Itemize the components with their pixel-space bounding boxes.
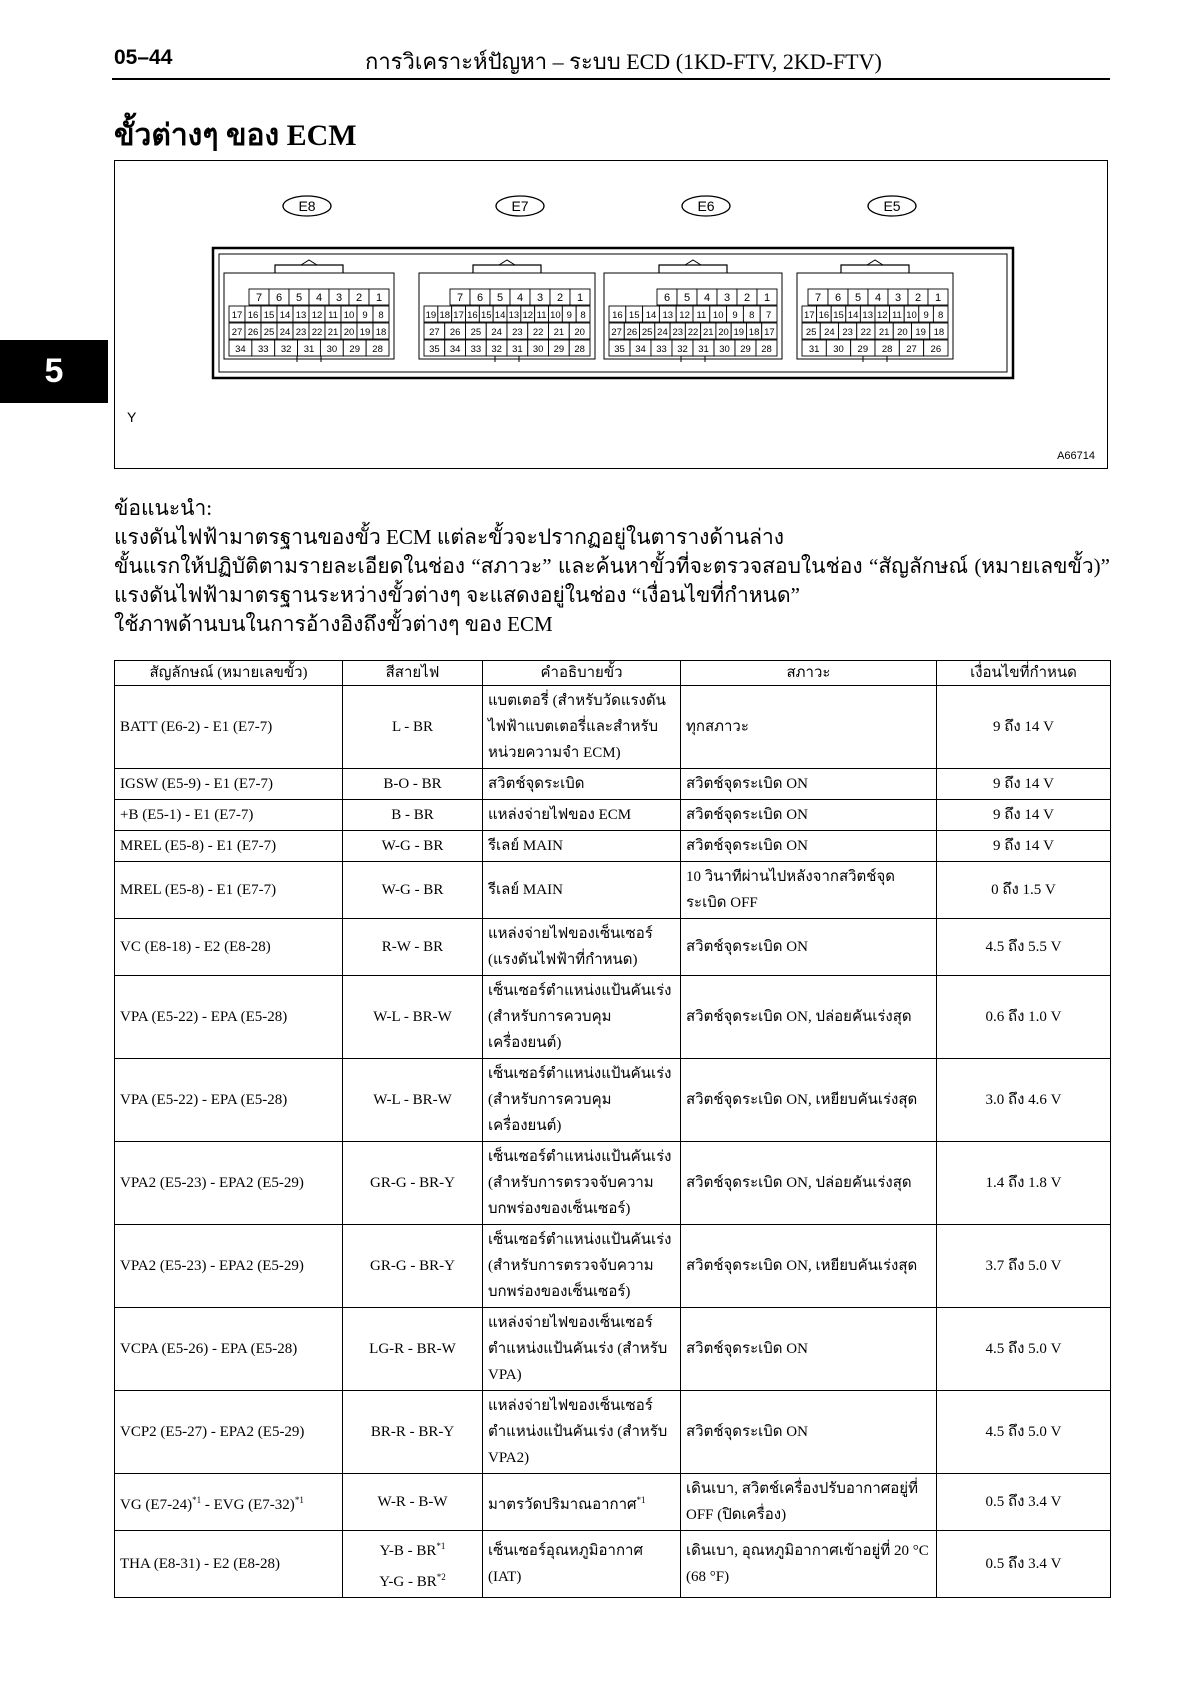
cell-condition: เดินเบา, อุณหภูมิอากาศเข้าอยู่ที่ 20 °C (68 °F) — [681, 1531, 937, 1598]
notes-block — [114, 494, 1110, 639]
pin-number: 3 — [536, 292, 544, 304]
connector-latch — [473, 265, 541, 273]
cell-spec: 4.5 ถึง 5.5 V — [937, 919, 1111, 976]
pin-number: 20 — [897, 327, 908, 338]
pin-number: 2 — [355, 292, 363, 304]
pin-number: 33 — [470, 344, 482, 355]
section-tab: 5 — [0, 340, 108, 403]
notes-word: และค้นหาขั้วที่จะตรวจสอบในช่อง — [557, 554, 863, 578]
pin-number: 14 — [847, 310, 859, 321]
pin-number: 18 — [748, 327, 760, 338]
table-row-tha — [115, 1531, 1111, 1598]
cell-condition: เดินเบา, สวิตช์เครื่องปรับอากาศอยู่ที่ OFF (ปิดเครื่อง) — [681, 1474, 937, 1531]
pin-number: 1 — [576, 292, 584, 304]
pin-number: 17 — [231, 310, 243, 321]
footnote-mark: *1 — [436, 1541, 446, 1551]
pin-number: 24 — [491, 327, 502, 338]
pin-number: 27 — [429, 327, 440, 338]
cell-cond: สวิตช์จุดระเบิด ON, ปล่อยคันเร่งสุด — [681, 976, 937, 1059]
footnote-mark: *1 — [294, 1494, 304, 1505]
pin-number: 16 — [612, 310, 623, 321]
notes-word: (หมายเลขขั้ว)” — [974, 554, 1110, 578]
pin-number: 7 — [765, 310, 772, 321]
cell-spec: 4.5 ถึง 5.0 V — [937, 1391, 1111, 1474]
cell-cond: สวิตช์จุดระเบิด ON — [681, 831, 937, 862]
pin-number: 15 — [628, 310, 640, 321]
pin-number: 23 — [295, 327, 307, 338]
table-row — [115, 831, 1111, 862]
table-row — [115, 976, 1111, 1059]
cell-desc: แหล่งจ่ายไฟของเซ็นเซอร์ตำแหน่งแป้นคันเร่ง (สำหรับ VPA2) — [483, 1391, 681, 1474]
cell-desc: เซ็นเซอร์ตำแหน่งแป้นคันเร่ง (สำหรับการควบคุมเครื่องยนต์) — [483, 1059, 681, 1142]
pin-number: 10 — [550, 310, 561, 321]
wire-line — [348, 1564, 477, 1595]
cell-desc: แหล่งจ่ายไฟของเซ็นเซอร์ตำแหน่งแป้นคันเร่ง (สำหรับ VPA) — [483, 1308, 681, 1391]
cell-desc — [483, 1474, 681, 1531]
pin-number: 15 — [833, 310, 844, 321]
cell-wire: B - BR — [343, 800, 483, 831]
pin-number: 15 — [263, 310, 275, 321]
cell-wire: W-G - BR — [343, 862, 483, 919]
pin-number: 19 — [359, 327, 371, 338]
cell-spec: 1.4 ถึง 1.8 V — [937, 1142, 1111, 1225]
cell-spec: 0.5 ถึง 3.4 V — [937, 1474, 1111, 1531]
pin-number: 29 — [857, 344, 869, 355]
pin-number: 12 — [311, 310, 323, 321]
wire-text: Y-B - BR — [379, 1543, 437, 1559]
cell-symbol: VPA2 (E5-23) - EPA2 (E5-29) — [115, 1225, 343, 1308]
pin-number: 8 — [580, 310, 586, 321]
pin-number: 27 — [611, 327, 622, 338]
cell-desc: แหล่งจ่ายไฟของ ECM — [483, 800, 681, 831]
cell-desc: เซ็นเซอร์ตำแหน่งแป้นคันเร่ง (สำหรับการตรวจจับความบกพร่องของเซ็นเซอร์) — [483, 1142, 681, 1225]
cell-spec: 9 ถึง 14 V — [937, 769, 1111, 800]
cell-cond: สวิตช์จุดระเบิด ON — [681, 919, 937, 976]
symbol-text: - EVG (E7-32) — [201, 1496, 295, 1513]
pin-number: 3 — [335, 292, 343, 304]
cell-desc: แบตเตอรี่ (สำหรับวัดแรงดันไฟฟ้าแบตเตอรี่และสำหรับหน่วยความจำ ECM) — [483, 686, 681, 769]
pin-number: 22 — [860, 327, 872, 338]
notes-heading: ข้อแนะนำ: — [114, 496, 213, 520]
cell-spec: 0 ถึง 1.5 V — [937, 862, 1111, 919]
pin-number: 35 — [614, 344, 625, 355]
table-row — [115, 686, 1111, 769]
cell-wire: GR-G - BR-Y — [343, 1142, 483, 1225]
pin-number: 16 — [818, 310, 830, 321]
connector-latch — [275, 265, 343, 273]
notes-line: แรงดันไฟฟ้ามาตรฐานระหว่างขั้วต่างๆ จะแสดงอยู่ในช่อง “เงื่อนไขที่กำหนด” — [114, 583, 800, 607]
pin-number: 34 — [235, 344, 246, 355]
pin-number: 31 — [698, 344, 709, 355]
cell-symbol: +B (E5-1) - E1 (E7-7) — [115, 800, 343, 831]
table-row — [115, 1391, 1111, 1474]
cell-symbol: VC (E8-18) - E2 (E8-28) — [115, 919, 343, 976]
cell-symbol: VPA (E5-22) - EPA (E5-28) — [115, 1059, 343, 1142]
table-header-row — [115, 661, 1111, 686]
cell-wire: W-L - BR-W — [343, 976, 483, 1059]
pin-number: 20 — [718, 327, 729, 338]
pin-number: 30 — [532, 344, 544, 355]
header-description: คำอธิบายขั้ว — [483, 661, 681, 686]
cell-desc: สวิตช์จุดระเบิด — [483, 769, 681, 800]
connector-label: E6 — [697, 198, 715, 214]
pin-number: 13 — [662, 310, 674, 321]
pin-number: 29 — [553, 344, 565, 355]
pin-number: 30 — [833, 344, 844, 355]
pin-number: 30 — [326, 344, 338, 355]
pin-number: 34 — [449, 344, 461, 355]
table-row — [115, 1308, 1111, 1391]
pin-number: 5 — [295, 292, 303, 304]
pin-number: 22 — [687, 327, 699, 338]
cell-symbol: MREL (E5-8) - E1 (E7-7) — [115, 862, 343, 919]
cell-cond: สวิตช์จุดระเบิด ON — [681, 1308, 937, 1391]
cell-cond: 10 วินาทีผ่านไปหลังจากสวิตช์จุดระเบิด OFF — [681, 862, 937, 919]
pin-number: 11 — [891, 310, 902, 321]
cell-desc: เซ็นเซอร์อุณหภูมิอากาศ (IAT) — [483, 1531, 681, 1598]
pin-number: 31 — [512, 344, 523, 355]
desc-text: มาตรวัดปริมาณอากาศ — [488, 1496, 637, 1513]
cell-spec: 9 ถึง 14 V — [937, 831, 1111, 862]
page-header-title: การวิเคราะห์ปัญหา – ระบบ ECD (1KD-FTV, 2KD-FTV) — [365, 49, 882, 74]
pin-number: 35 — [429, 344, 440, 355]
pin-number: 20 — [343, 327, 355, 338]
pin-number: 8 — [938, 310, 944, 321]
pin-number: 5 — [683, 292, 691, 304]
connector-e6 — [604, 196, 782, 362]
pin-number: 7 — [456, 292, 464, 304]
pin-number: 4 — [315, 292, 323, 304]
pin-number: 9 — [362, 310, 368, 321]
pin-number: 7 — [814, 292, 822, 304]
pin-number: 20 — [574, 327, 585, 338]
header-condition: สภาวะ — [681, 661, 937, 686]
cell-cond: สวิตช์จุดระเบิด ON, เหยียบคันเร่งสุด — [681, 1225, 937, 1308]
pin-number: 11 — [536, 310, 547, 321]
cell-symbol: VCPA (E5-26) - EPA (E5-28) — [115, 1308, 343, 1391]
pin-number: 23 — [672, 327, 684, 338]
pin-number: 25 — [470, 327, 482, 338]
connector-e7 — [419, 196, 595, 362]
pin-number: 7 — [255, 292, 263, 304]
pin-number: 16 — [467, 310, 478, 321]
pin-number: 19 — [425, 310, 437, 321]
pin-number: 2 — [914, 292, 922, 304]
pin-number: 11 — [696, 310, 707, 321]
cell-spec: 3.0 ถึง 4.6 V — [937, 1059, 1111, 1142]
pin-number: 12 — [877, 310, 888, 321]
cell-symbol: THA (E8-31) - E2 (E8-28) — [115, 1531, 343, 1598]
pin-number: 10 — [906, 310, 917, 321]
cell-symbol: VCP2 (E5-27) - EPA2 (E5-29) — [115, 1391, 343, 1474]
wire-line — [348, 1533, 477, 1564]
cell-wire: GR-G - BR-Y — [343, 1225, 483, 1308]
header-wire-color: สีสายไฟ — [343, 661, 483, 686]
cell-spec: 0.6 ถึง 1.0 V — [937, 976, 1111, 1059]
cell-cond: ทุกสภาวะ — [681, 686, 937, 769]
connector-latch — [841, 265, 909, 273]
pin-number: 5 — [496, 292, 504, 304]
pin-number: 14 — [494, 310, 506, 321]
pin-number: 29 — [740, 344, 751, 355]
cell-spec: 4.5 ถึง 5.0 V — [937, 1308, 1111, 1391]
cell-cond: สวิตช์จุดระเบิด ON — [681, 800, 937, 831]
section-title: ขั้วต่างๆ ของ ECM — [114, 119, 357, 152]
table-row-vg — [115, 1474, 1111, 1531]
cell-wire: L - BR — [343, 686, 483, 769]
table-row — [115, 800, 1111, 831]
pin-number: 22 — [311, 327, 323, 338]
cell-spec: 9 ถึง 14 V — [937, 686, 1111, 769]
pin-number: 28 — [372, 344, 383, 355]
connector-e5 — [797, 196, 953, 362]
pin-number: 21 — [327, 327, 339, 338]
cell-spec: 9 ถึง 14 V — [937, 800, 1111, 831]
pin-number: 24 — [279, 327, 291, 338]
pin-number: 6 — [663, 292, 671, 304]
pin-number: 19 — [733, 327, 745, 338]
pin-number: 13 — [295, 310, 307, 321]
pin-number: 3 — [723, 292, 731, 304]
pin-number: 24 — [824, 327, 835, 338]
cell-desc: แหล่งจ่ายไฟของเซ็นเซอร์ (แรงดันไฟฟ้าที่กำหนด) — [483, 919, 681, 976]
table-row — [115, 1059, 1111, 1142]
pin-number: 17 — [453, 310, 464, 321]
pin-number: 17 — [804, 310, 815, 321]
connector-e8 — [224, 196, 394, 362]
pin-number: 9 — [732, 310, 738, 321]
pin-number: 4 — [516, 292, 524, 304]
pin-number: 8 — [378, 310, 384, 321]
cell-symbol — [115, 1474, 343, 1531]
cell-cond: สวิตช์จุดระเบิด ON, ปล่อยคันเร่งสุด — [681, 1142, 937, 1225]
pin-number: 5 — [854, 292, 862, 304]
cell-spec: 3.7 ถึง 5.0 V — [937, 1225, 1111, 1308]
pin-number: 12 — [522, 310, 534, 321]
pin-number: 1 — [934, 292, 942, 304]
pin-number: 9 — [566, 310, 572, 321]
connector-label: E8 — [298, 198, 316, 214]
connector-label: E5 — [883, 198, 901, 214]
pin-number: 13 — [508, 310, 520, 321]
pin-number: 8 — [749, 310, 755, 321]
header-rule — [112, 78, 1110, 80]
pin-number: 19 — [915, 327, 926, 338]
pin-number: 28 — [574, 344, 585, 355]
pin-number: 32 — [491, 344, 502, 355]
pin-number: 6 — [275, 292, 283, 304]
pin-number: 31 — [303, 344, 315, 355]
cell-desc: เซ็นเซอร์ตำแหน่งแป้นคันเร่ง (สำหรับการตรวจจับความบกพร่องของเซ็นเซอร์) — [483, 1225, 681, 1308]
pin-number: 12 — [679, 310, 690, 321]
pin-number: 3 — [894, 292, 902, 304]
table-row — [115, 919, 1111, 976]
wire-text: Y-G - BR — [379, 1574, 437, 1590]
table-row — [115, 769, 1111, 800]
pin-number: 28 — [881, 344, 893, 355]
page-number: 05–44 — [114, 46, 173, 69]
connector-latch-arrow — [499, 260, 515, 265]
cell-symbol: MREL (E5-8) - E1 (E7-7) — [115, 831, 343, 862]
pin-number: 21 — [702, 327, 714, 338]
pin-number: 34 — [635, 344, 646, 355]
footnote-mark: *1 — [636, 1494, 646, 1505]
pin-number: 33 — [257, 344, 269, 355]
pin-number: 10 — [343, 310, 355, 321]
pin-number: 18 — [933, 327, 945, 338]
table-row — [115, 1225, 1111, 1308]
cell-symbol: IGSW (E5-9) - E1 (E7-7) — [115, 769, 343, 800]
cell-cond: สวิตช์จุดระเบิด ON — [681, 769, 937, 800]
header-symbol: สัญลักษณ์ (หมายเลขขั้ว) — [115, 661, 343, 686]
cell-wire: W-L - BR-W — [343, 1059, 483, 1142]
cell-wire: W-R - B-W — [343, 1474, 483, 1531]
pin-number: 28 — [761, 344, 772, 355]
ecm-terminal-table — [114, 660, 1111, 1598]
pin-number: 29 — [349, 344, 361, 355]
cell-cond: สวิตช์จุดระเบิด ON — [681, 1391, 937, 1474]
notes-line-justified — [114, 552, 1110, 581]
pin-number: 33 — [656, 344, 667, 355]
connector-latch-arrow — [301, 260, 317, 265]
pin-number: 9 — [923, 310, 929, 321]
pin-number: 27 — [231, 327, 243, 338]
connector-label: E7 — [511, 198, 529, 214]
notes-line: แรงดันไฟฟ้ามาตรฐานของขั้ว ECM แต่ละขั้วจะปรากฏอยู่ในตารางด้านล่าง — [114, 525, 785, 549]
pin-number: 4 — [703, 292, 711, 304]
pin-number: 2 — [743, 292, 751, 304]
pin-number: 25 — [641, 327, 653, 338]
pin-number: 16 — [247, 310, 259, 321]
pin-number: 17 — [764, 327, 775, 338]
pin-number: 15 — [480, 310, 492, 321]
pin-number: 26 — [247, 327, 259, 338]
cell-symbol: VPA (E5-22) - EPA (E5-28) — [115, 976, 343, 1059]
connector-diagram — [115, 161, 1107, 467]
pin-number: 13 — [862, 310, 873, 321]
pin-number: 6 — [834, 292, 842, 304]
pin-number: 6 — [476, 292, 484, 304]
pin-number: 21 — [553, 327, 565, 338]
table-row — [115, 862, 1111, 919]
header-specified: เงื่อนไขที่กำหนด — [937, 661, 1111, 686]
cell-wire: R-W - BR — [343, 919, 483, 976]
pin-number: 24 — [657, 327, 668, 338]
pin-number: 18 — [439, 310, 451, 321]
pin-number: 2 — [556, 292, 564, 304]
pin-number: 21 — [878, 327, 890, 338]
pin-number: 32 — [677, 344, 688, 355]
cell-wire: LG-R - BR-W — [343, 1308, 483, 1391]
cell-desc: รีเลย์ MAIN — [483, 831, 681, 862]
notes-word: “สัญลักษณ์ — [869, 554, 968, 578]
pin-number: 1 — [763, 292, 771, 304]
ecm-connector-figure — [114, 160, 1108, 469]
symbol-text: VG (E7-24) — [120, 1496, 193, 1513]
footnote-mark: *1 — [192, 1494, 202, 1505]
figure-corner-label: Y — [127, 409, 137, 425]
pin-number: 25 — [263, 327, 275, 338]
cell-wire: BR-R - BR-Y — [343, 1391, 483, 1474]
cell-wire: B-O - BR — [343, 769, 483, 800]
pin-number: 32 — [280, 344, 292, 355]
pin-number: 14 — [279, 310, 291, 321]
pin-number: 26 — [930, 344, 942, 355]
cell-spec: 0.5 ถึง 3.4 V — [937, 1531, 1111, 1598]
pin-number: 14 — [645, 310, 657, 321]
pin-number: 1 — [375, 292, 383, 304]
pin-number: 23 — [512, 327, 523, 338]
notes-line: ใช้ภาพด้านบนในการอ้างอิงถึงขั้วต่างๆ ของ ECM — [114, 612, 553, 636]
pin-number: 25 — [805, 327, 817, 338]
pin-number: 23 — [842, 327, 853, 338]
connector-latch-arrow — [685, 260, 701, 265]
footnote-mark: *2 — [436, 1572, 446, 1582]
pin-number: 4 — [874, 292, 882, 304]
cell-wire: W-G - BR — [343, 831, 483, 862]
cell-symbol: BATT (E6-2) - E1 (E7-7) — [115, 686, 343, 769]
pin-number: 30 — [719, 344, 730, 355]
pin-number: 26 — [449, 327, 461, 338]
pin-number: 10 — [712, 310, 724, 321]
cell-desc: รีเลย์ MAIN — [483, 862, 681, 919]
notes-word: “สภาวะ” — [471, 554, 552, 578]
pin-number: 11 — [328, 310, 338, 321]
pin-number: 31 — [808, 344, 820, 355]
pin-number: 26 — [626, 327, 638, 338]
figure-code: A66714 — [1057, 450, 1095, 462]
pin-number: 18 — [375, 327, 387, 338]
notes-word: ขั้นแรกให้ปฏิบัติตามรายละเอียดในช่อง — [114, 554, 465, 578]
pin-number: 22 — [532, 327, 544, 338]
cell-wire — [343, 1531, 483, 1598]
cell-desc: เซ็นเซอร์ตำแหน่งแป้นคันเร่ง (สำหรับการควบคุมเครื่องยนต์) — [483, 976, 681, 1059]
pin-number: 27 — [906, 344, 917, 355]
cell-cond: สวิตช์จุดระเบิด ON, เหยียบคันเร่งสุด — [681, 1059, 937, 1142]
connector-latch-arrow — [867, 260, 883, 265]
connector-latch — [659, 265, 727, 273]
cell-symbol: VPA2 (E5-23) - EPA2 (E5-29) — [115, 1142, 343, 1225]
table-row — [115, 1142, 1111, 1225]
